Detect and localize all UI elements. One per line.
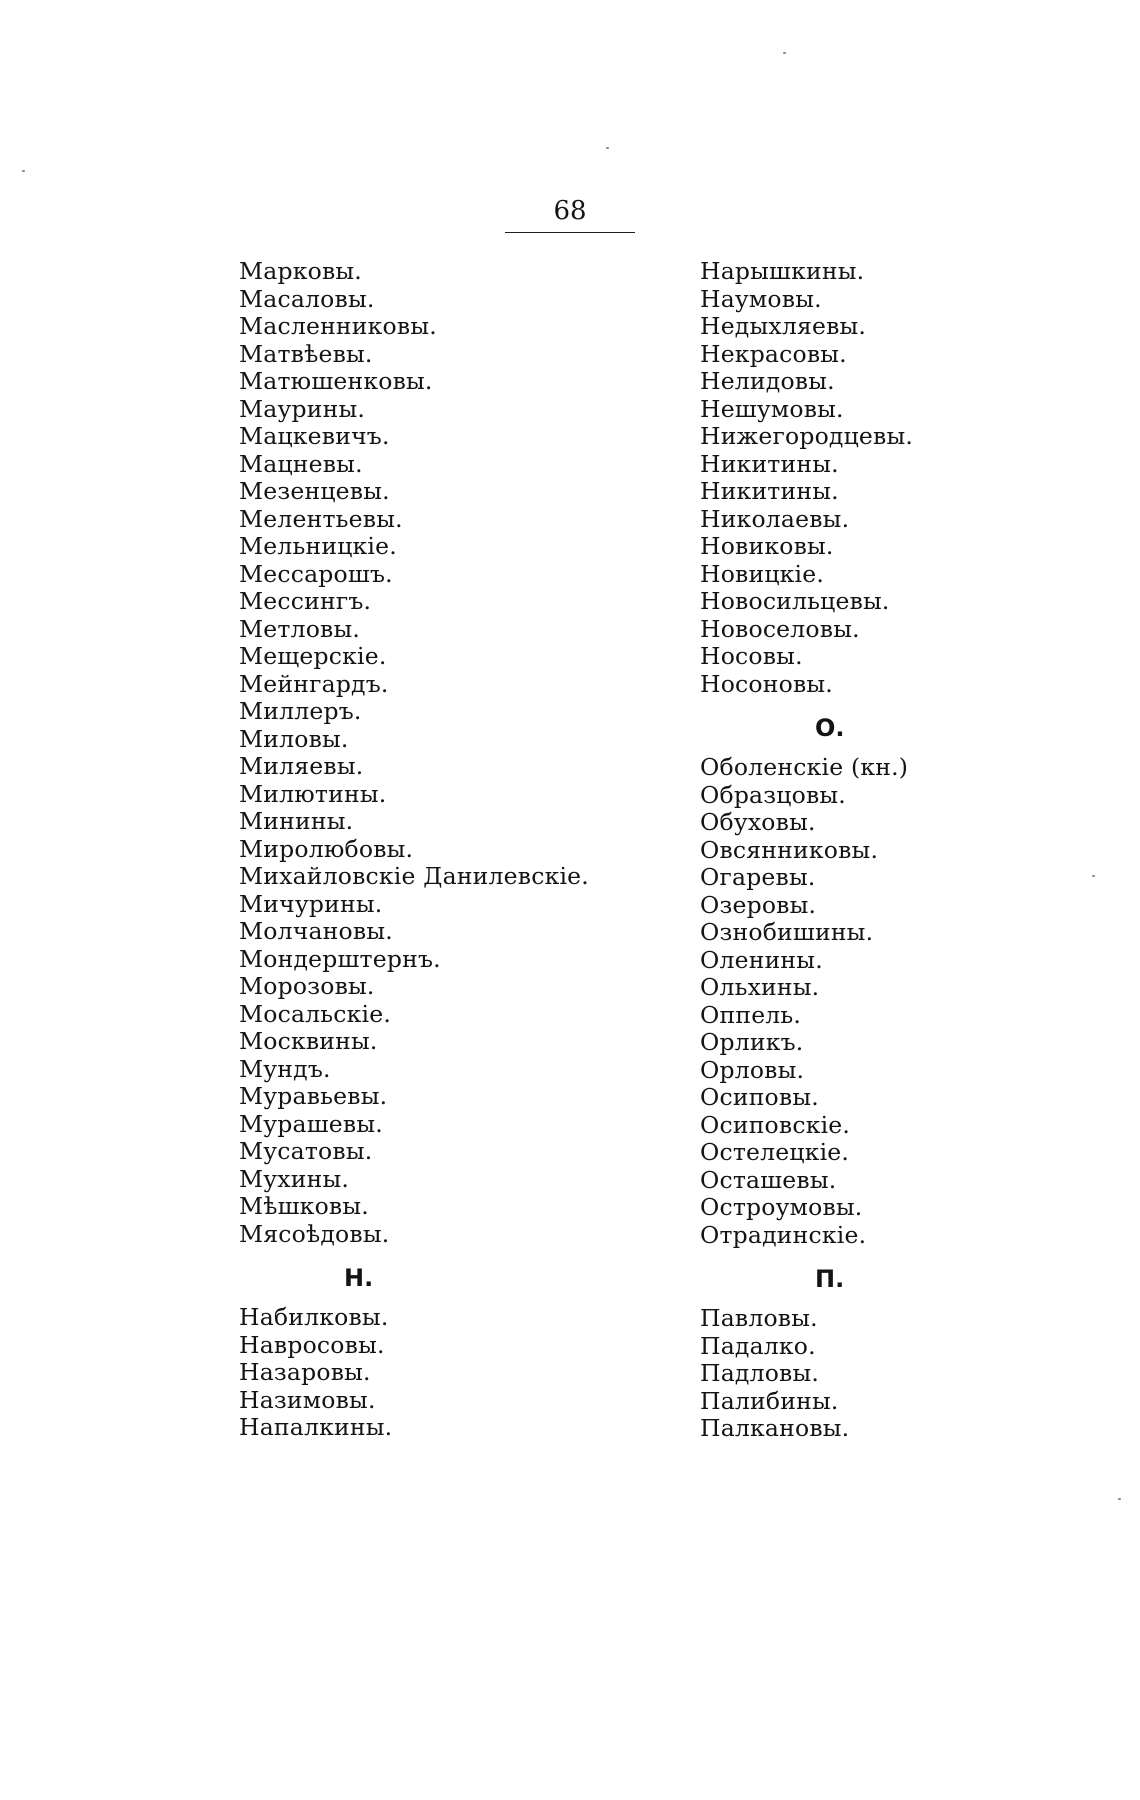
surname-entry: Озеровы. <box>700 890 817 919</box>
surname-entry: Назаровы. <box>239 1358 371 1386</box>
surname-entry: Масаловы. <box>239 284 375 313</box>
surname-entry: Орловы. <box>700 1055 805 1084</box>
surname-entry: Мелентьевы. <box>239 504 403 533</box>
surname-entry: Новоселовы. <box>700 614 860 643</box>
surname-entry: Миллеръ. <box>239 697 362 725</box>
surname-entry: Мессарошъ. <box>239 559 393 588</box>
surname-entry: Остроумовы. <box>700 1193 863 1221</box>
surname-entry: Минины. <box>239 807 354 835</box>
surname-entry: Матюшенковы. <box>239 367 433 395</box>
surname-entry: Миляевы. <box>239 752 364 780</box>
surname-entry: Носоновы. <box>700 669 833 698</box>
surname-entry: Мичурины. <box>239 889 383 918</box>
paper-speck <box>22 170 25 172</box>
section-gap <box>700 1249 960 1265</box>
surname-entry: Мещерскіе. <box>239 642 387 670</box>
surname-entry: Милютины. <box>239 779 387 808</box>
surname-list-n-continued <box>700 258 960 698</box>
surname-entry: Осиповскіе. <box>700 1110 851 1139</box>
surname-entry: Мундъ. <box>239 1054 331 1083</box>
surname-entry: Муравьевы. <box>239 1082 388 1110</box>
surname-entry: Мельницкіе. <box>239 532 397 560</box>
surname-entry: Нарышкины. <box>700 257 865 285</box>
surname-entry: Мурашевы. <box>239 1109 383 1138</box>
surname-entry: Отрадинскіе. <box>700 1220 867 1249</box>
surname-entry: Мондерштернъ. <box>239 944 441 973</box>
paper-speck <box>1092 875 1095 877</box>
surname-entry: Мухины. <box>239 1164 350 1193</box>
surname-entry: Мясоѣдовы. <box>239 1219 390 1248</box>
surname-entry: Мацкевичъ. <box>239 422 390 450</box>
surname-entry: Набилковы. <box>239 1303 389 1331</box>
surname-entry: Миролюбовы. <box>239 834 414 863</box>
surname-entry: Морозовы. <box>239 972 375 1000</box>
surname-entry: Овсянниковы. <box>700 835 879 864</box>
surname-entry: Напалкины. <box>239 1413 393 1441</box>
surname-entry: Павловы. <box>700 1304 818 1332</box>
surname-entry: Николаевы. <box>700 504 850 533</box>
surname-entry: Молчановы. <box>239 917 393 945</box>
surname-entry: Недыхляевы. <box>700 312 867 340</box>
section-heading-o: О. <box>815 714 845 742</box>
page-number-rule <box>505 232 635 233</box>
surname-entry: Ольхины. <box>700 973 820 1001</box>
surname-entry: Никитины. <box>700 477 839 505</box>
surname-entry: Новиковы. <box>700 532 834 560</box>
surname-entry: Палибины. <box>700 1386 839 1415</box>
surname-entry: Некрасовы. <box>700 339 847 368</box>
surname-entry: Носовы. <box>700 642 803 670</box>
section-gap <box>700 698 960 714</box>
surname-entry: Масленниковы. <box>239 312 437 340</box>
surname-entry: Оленины. <box>700 945 823 974</box>
paper-speck <box>1118 1498 1121 1500</box>
surname-entry: Новосильцевы. <box>700 587 890 615</box>
surname-list-m <box>239 258 659 1248</box>
left-column <box>239 258 659 1442</box>
section-gap <box>239 1248 659 1264</box>
surname-list-o <box>700 754 960 1249</box>
surname-entry: Михайловскіе Данилевскіе. <box>239 862 589 890</box>
surname-entry: Миловы. <box>239 724 349 753</box>
surname-entry: Огаревы. <box>700 863 816 891</box>
surname-list-p <box>700 1305 960 1443</box>
surname-list-n <box>239 1304 659 1442</box>
surname-entry: Образцовы. <box>700 780 846 809</box>
section-heading-p: П. <box>815 1265 845 1293</box>
surname-entry: Мѣшковы. <box>239 1192 369 1220</box>
surname-entry: Мезенцевы. <box>239 477 390 505</box>
surname-entry: Падловы. <box>700 1359 820 1387</box>
right-column <box>700 258 960 1443</box>
page-number: 68 <box>553 196 587 226</box>
surname-entry: Осташевы. <box>700 1165 837 1194</box>
surname-entry: Марковы. <box>239 257 362 285</box>
surname-entry: Матвѣевы. <box>239 339 373 368</box>
surname-entry: Никитины. <box>700 449 839 478</box>
surname-entry: Москвины. <box>239 1027 378 1055</box>
surname-entry: Мосальскіе. <box>239 999 392 1028</box>
surname-entry: Ознобишины. <box>700 918 874 946</box>
surname-entry: Мусатовы. <box>239 1137 373 1165</box>
section-heading-n: Н. <box>344 1264 374 1292</box>
surname-entry: Остелецкіе. <box>700 1138 850 1166</box>
surname-entry: Наумовы. <box>700 284 822 313</box>
surname-entry: Новицкіе. <box>700 559 825 588</box>
surname-entry: Обуховы. <box>700 808 816 836</box>
surname-entry: Оппель. <box>700 1000 802 1029</box>
surname-entry: Падалко. <box>700 1331 816 1360</box>
surname-entry: Орликъ. <box>700 1028 804 1056</box>
paper-speck <box>783 52 786 54</box>
paper-speck <box>606 147 609 149</box>
surname-entry: Мессингъ. <box>239 587 372 615</box>
surname-entry: Оболенскіе (кн.) <box>700 753 909 781</box>
surname-entry: Назимовы. <box>239 1385 376 1414</box>
surname-entry: Палкановы. <box>700 1414 850 1442</box>
surname-entry: Нижегородцевы. <box>700 422 914 450</box>
surname-entry: Мейнгардъ. <box>239 669 389 698</box>
surname-entry: Осиповы. <box>700 1083 819 1111</box>
surname-entry: Маурины. <box>239 394 366 423</box>
surname-entry: Метловы. <box>239 614 361 643</box>
surname-entry: Навросовы. <box>239 1330 385 1359</box>
surname-entry: Мацневы. <box>239 449 363 478</box>
surname-entry: Нешумовы. <box>700 394 844 423</box>
surname-entry: Нелидовы. <box>700 367 835 395</box>
